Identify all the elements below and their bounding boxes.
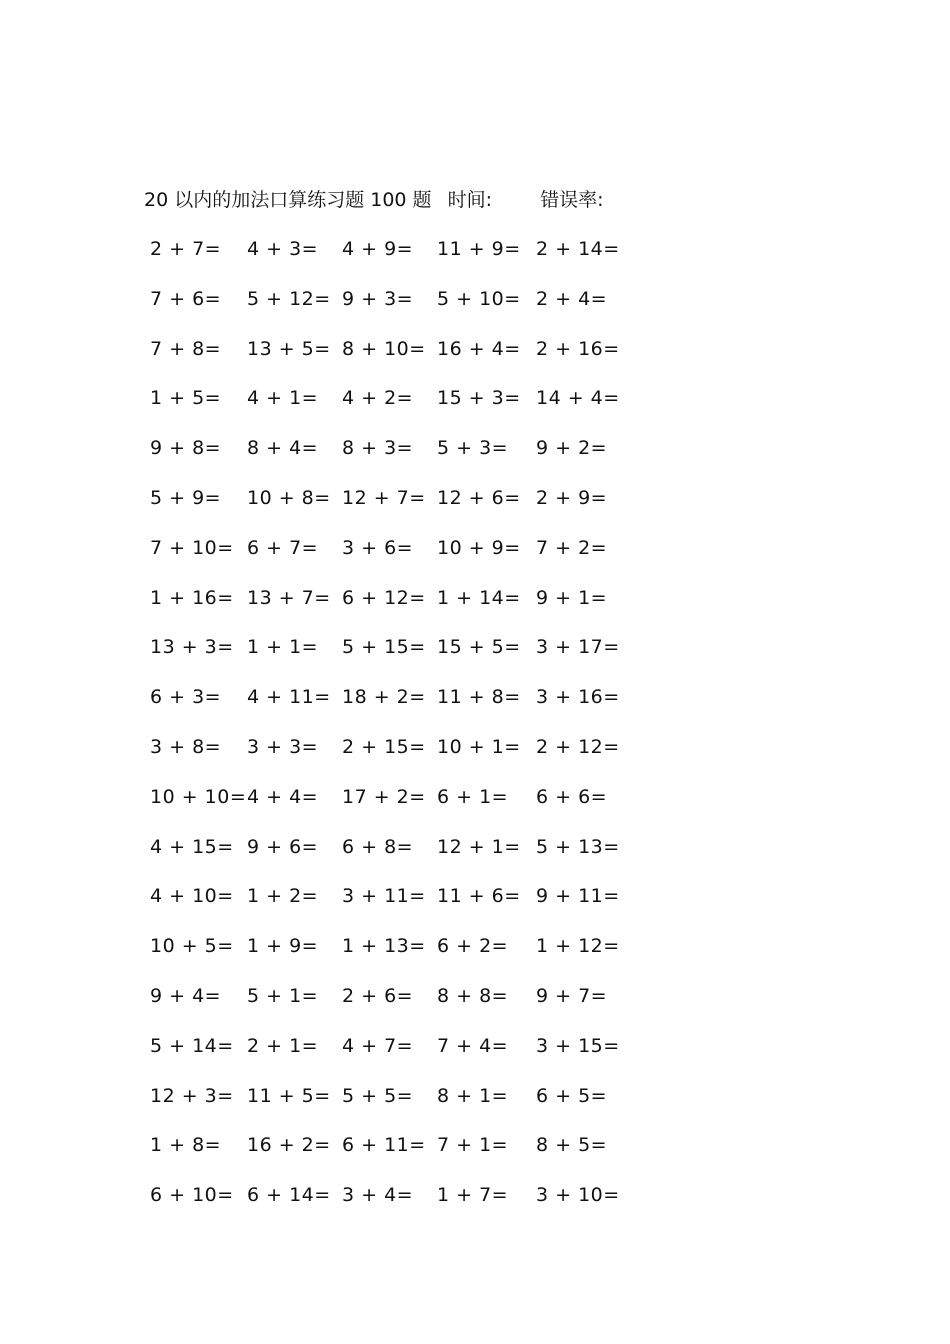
problem-item: 6 + 12=: [342, 586, 426, 609]
problem-item: 7 + 2=: [536, 536, 608, 559]
problem-row: [0, 832, 950, 862]
problem-item: 7 + 1=: [437, 1134, 509, 1157]
problem-item: 16 + 4=: [437, 337, 521, 360]
problem-row: [0, 533, 950, 563]
problem-item: 1 + 12=: [536, 935, 620, 958]
problem-item: 11 + 6=: [437, 885, 521, 908]
problem-item: 3 + 8=: [150, 736, 222, 758]
problem-item: 3 + 17=: [536, 636, 620, 659]
problem-item: 10 + 10=: [150, 785, 247, 808]
problem-item: 14 + 4=: [536, 387, 620, 410]
problem-item: 3 + 16=: [536, 686, 620, 709]
problem-item: 15 + 5=: [437, 636, 521, 659]
problem-item: 7 + 8=: [150, 337, 222, 360]
problem-item: 10 + 5=: [150, 935, 234, 958]
problem-item: 9 + 2=: [536, 437, 608, 460]
problem-item: 13 + 3=: [150, 636, 234, 659]
problem-item: 5 + 9=: [150, 487, 222, 509]
problem-item: 5 + 3=: [437, 437, 509, 460]
problem-item: 4 + 10=: [150, 885, 234, 908]
problem-item: 16 + 2=: [247, 1134, 331, 1157]
problem-item: 10 + 1=: [437, 736, 521, 758]
problem-item: 4 + 2=: [342, 387, 414, 410]
problem-item: 6 + 6=: [536, 785, 608, 808]
problem-item: 1 + 8=: [150, 1134, 222, 1157]
problem-item: 10 + 8=: [247, 487, 331, 509]
problem-item: 6 + 7=: [247, 536, 319, 559]
problem-item: 8 + 8=: [437, 985, 509, 1007]
problem-row: [0, 284, 950, 314]
problem-item: 9 + 11=: [536, 885, 620, 908]
problem-item: 11 + 8=: [437, 686, 521, 709]
problem-row: [0, 334, 950, 364]
problem-row: [0, 881, 950, 911]
problem-row: [0, 234, 950, 264]
problem-item: 3 + 15=: [536, 1034, 620, 1057]
problem-item: 2 + 4=: [536, 287, 608, 310]
problem-item: 3 + 11=: [342, 885, 426, 908]
problem-item: 5 + 14=: [150, 1034, 234, 1057]
problem-item: 1 + 1=: [247, 636, 319, 659]
problem-item: 5 + 13=: [536, 835, 620, 858]
problem-item: 4 + 3=: [247, 238, 319, 260]
problem-item: 2 + 7=: [150, 238, 222, 260]
problem-item: 1 + 7=: [437, 1184, 509, 1207]
problem-item: 9 + 8=: [150, 437, 222, 460]
problem-item: 1 + 9=: [247, 935, 319, 958]
problem-row: [0, 1031, 950, 1061]
problem-item: 7 + 10=: [150, 536, 234, 559]
problem-row: [0, 433, 950, 463]
problem-item: 3 + 4=: [342, 1184, 414, 1207]
problem-item: 8 + 3=: [342, 437, 414, 460]
problem-item: 6 + 8=: [342, 835, 414, 858]
problem-item: 4 + 4=: [247, 785, 319, 808]
problem-row: [0, 1130, 950, 1160]
problem-item: 4 + 7=: [342, 1034, 414, 1057]
problem-row: [0, 732, 950, 762]
problem-row: [0, 632, 950, 662]
problem-item: 1 + 13=: [342, 935, 426, 958]
problem-item: 9 + 1=: [536, 586, 608, 609]
problem-item: 3 + 6=: [342, 536, 414, 559]
problem-item: 18 + 2=: [342, 686, 426, 709]
problem-item: 10 + 9=: [437, 536, 521, 559]
problem-item: 6 + 11=: [342, 1134, 426, 1157]
time-label: 时间:: [447, 189, 493, 211]
problem-item: 6 + 14=: [247, 1184, 331, 1207]
problem-item: 2 + 1=: [247, 1034, 319, 1057]
problem-row: [0, 383, 950, 413]
problem-row: [0, 682, 950, 712]
problem-item: 1 + 2=: [247, 885, 319, 908]
problem-item: 8 + 1=: [437, 1084, 509, 1107]
problem-row: [0, 931, 950, 961]
problem-item: 5 + 1=: [247, 985, 319, 1007]
problem-item: 2 + 15=: [342, 736, 426, 758]
problem-item: 5 + 12=: [247, 287, 331, 310]
problem-item: 12 + 1=: [437, 835, 521, 858]
problem-item: 6 + 5=: [536, 1084, 608, 1107]
problem-item: 6 + 3=: [150, 686, 222, 709]
problem-row: [0, 583, 950, 613]
problem-item: 7 + 4=: [437, 1034, 509, 1057]
error-rate-label: 错误率:: [540, 189, 604, 211]
problem-item: 2 + 14=: [536, 238, 620, 260]
problem-item: 2 + 16=: [536, 337, 620, 360]
problem-item: 8 + 10=: [342, 337, 426, 360]
problem-item: 1 + 5=: [150, 387, 222, 410]
problem-row: [0, 1081, 950, 1111]
problem-item: 4 + 11=: [247, 686, 331, 709]
problem-item: 12 + 7=: [342, 487, 426, 509]
problem-item: 2 + 12=: [536, 736, 620, 758]
problem-item: 4 + 1=: [247, 387, 319, 410]
problem-item: 4 + 9=: [342, 238, 414, 260]
problem-item: 6 + 10=: [150, 1184, 234, 1207]
problem-item: 15 + 3=: [437, 387, 521, 410]
problem-item: 11 + 5=: [247, 1084, 331, 1107]
problem-item: 12 + 6=: [437, 487, 521, 509]
problem-item: 4 + 15=: [150, 835, 234, 858]
problem-item: 8 + 4=: [247, 437, 319, 460]
problem-item: 12 + 3=: [150, 1084, 234, 1107]
problem-item: 9 + 6=: [247, 835, 319, 858]
problem-item: 7 + 6=: [150, 287, 222, 310]
problem-item: 5 + 15=: [342, 636, 426, 659]
problem-item: 5 + 10=: [437, 287, 521, 310]
problem-item: 1 + 14=: [437, 586, 521, 609]
problem-row: [0, 483, 950, 513]
problem-item: 2 + 6=: [342, 985, 414, 1007]
problem-item: 5 + 5=: [342, 1084, 414, 1107]
problem-item: 11 + 9=: [437, 238, 521, 260]
problem-item: 17 + 2=: [342, 785, 426, 808]
problem-item: 13 + 5=: [247, 337, 331, 360]
problem-item: 6 + 2=: [437, 935, 509, 958]
problem-item: 1 + 16=: [150, 586, 234, 609]
problem-item: 3 + 3=: [247, 736, 319, 758]
problem-item: 9 + 4=: [150, 985, 222, 1007]
problem-item: 6 + 1=: [437, 785, 509, 808]
problem-row: [0, 981, 950, 1011]
problem-item: 2 + 9=: [536, 487, 608, 509]
problem-item: 8 + 5=: [536, 1134, 608, 1157]
worksheet-title: 20 以内的加法口算练习题 100 题: [144, 189, 432, 211]
problem-item: 9 + 3=: [342, 287, 414, 310]
problem-row: [0, 782, 950, 812]
problem-item: 13 + 7=: [247, 586, 331, 609]
problem-row: [0, 1180, 950, 1210]
problem-item: 3 + 10=: [536, 1184, 620, 1207]
problem-item: 9 + 7=: [536, 985, 608, 1007]
